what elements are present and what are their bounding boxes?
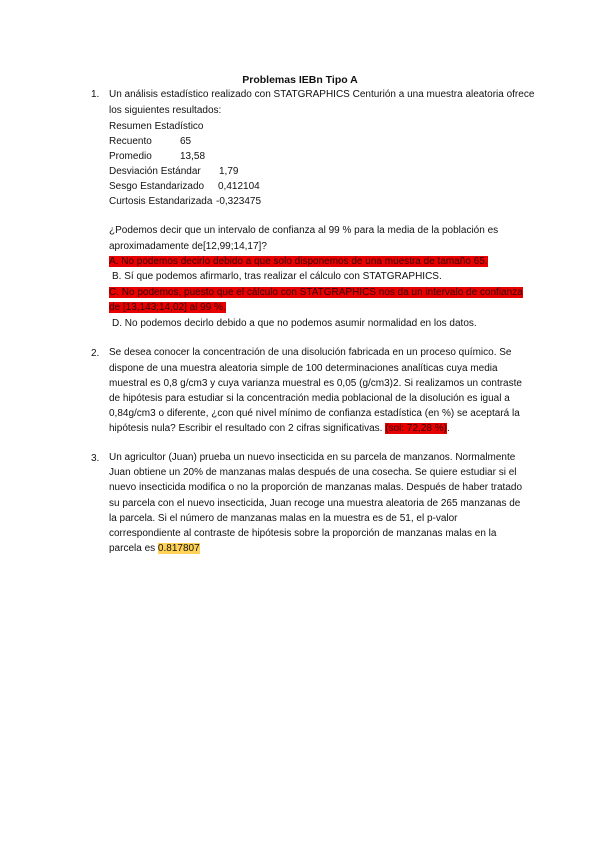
q3-line-4: su parcela con el nuevo insecticida, Juan recoge una muestra aleatoria de 265 manzanas de	[109, 498, 521, 509]
question-2-number: 2.	[91, 348, 100, 359]
stat-value-desviacion: 1,79	[219, 166, 239, 177]
q3-answer: 0.817807	[157, 543, 200, 554]
option-c-line-2: de [13,143;14,02] al 99 %.	[109, 302, 226, 313]
stats-title: Resumen Estadístico	[109, 121, 204, 132]
q1-text-line-2: los siguientes resultados:	[109, 105, 222, 116]
q3-line-7	[109, 542, 200, 556]
stat-value-promedio: 13,58	[180, 151, 206, 162]
option-d: D. No podemos decirlo debido a que no podemos asumir normalidad en los datos.	[112, 318, 477, 329]
stat-label-promedio: Promedio	[109, 151, 152, 162]
q1-question-line-2: aproximadamente de[12,99;14,17]?	[109, 241, 267, 252]
stat-value-curtosis: -0,323475	[216, 196, 262, 207]
q3-last-text: parcela es	[109, 543, 158, 554]
q2-line-6	[109, 422, 450, 436]
option-b: B. Sí que podemos afirmarlo, tras realizar el cálculo con STATGRAPHICS.	[112, 271, 442, 282]
q3-line-5: la parcela. Si el número de manzanas malas en la muestra es de 51, el p-valor	[109, 513, 458, 524]
q3-line-3: nuevo insecticida modifica o no la proporción de manzanas malas. Después de haber tratado	[109, 482, 523, 493]
q2-line-4: de hipótesis para estudiar si la concentración media poblacional de la disolución es igual a	[109, 393, 510, 404]
document-title: Problemas IEBn Tipo A	[242, 74, 358, 86]
option-a: A. No podemos decirlo debido a que solo disponemos de una muestra de tamaño 65.	[109, 256, 488, 267]
option-c-line-1: C. No podemos, puesto que el cálculo con STATGRAPHICS nos da un intervalo de confianza	[109, 287, 523, 298]
q2-period: .	[446, 423, 450, 434]
question-1-number: 1.	[91, 89, 100, 100]
q3-line-6: correspondiente al contraste de hipótesis sobre la proporción de manzanas malas en la	[109, 528, 497, 539]
stat-label-sesgo: Sesgo Estandarizado	[109, 181, 205, 192]
stat-label-recuento: Recuento	[109, 136, 152, 147]
q3-line-1: Un agricultor (Juan) prueba un nuevo insecticida en su parcela de manzanos. Normalmente	[109, 452, 516, 463]
q2-line-2: dispone de una muestra aleatoria simple de 100 determinaciones analíticas cuya media	[109, 363, 498, 374]
q1-text-line-1: Un análisis estadístico realizado con STATGRAPHICS Centurión a una muestra aleatoria ofrece	[109, 89, 535, 100]
q2-line-3: muestral es 0,8 g/cm3 y cuya varianza muestral es 0,05 (g/cm3)2. Si realizamos un contraste	[109, 378, 522, 389]
stat-label-desviacion: Desviación Estándar	[109, 166, 201, 177]
q3-line-2: Juan obtiene un 20% de manzanas malas después de una cosecha. Se quiere estudiar si el	[109, 467, 517, 478]
q1-question-line-1: ¿Podemos decir que un intervalo de confianza al 99 % para la media de la población es	[109, 225, 499, 236]
q2-line-5: 0,84g/cm3 o diferente, ¿con qué nivel mínimo de confianza estadística (en %) se aceptará la	[109, 408, 520, 419]
q2-last-text: hipótesis nula? Escribir el resultado con 2 cifras significativas.	[109, 423, 383, 434]
stat-value-sesgo: 0,412104	[218, 181, 260, 192]
q2-solution: (sol: 72,28 %)	[385, 423, 447, 434]
q2-line-1: Se desea conocer la concentración de una disolución fabricada en un proceso químico. Se	[109, 347, 512, 358]
question-3-number: 3.	[91, 453, 100, 464]
stat-label-curtosis: Curtosis Estandarizada	[109, 196, 213, 207]
stat-value-recuento: 65	[180, 136, 192, 147]
